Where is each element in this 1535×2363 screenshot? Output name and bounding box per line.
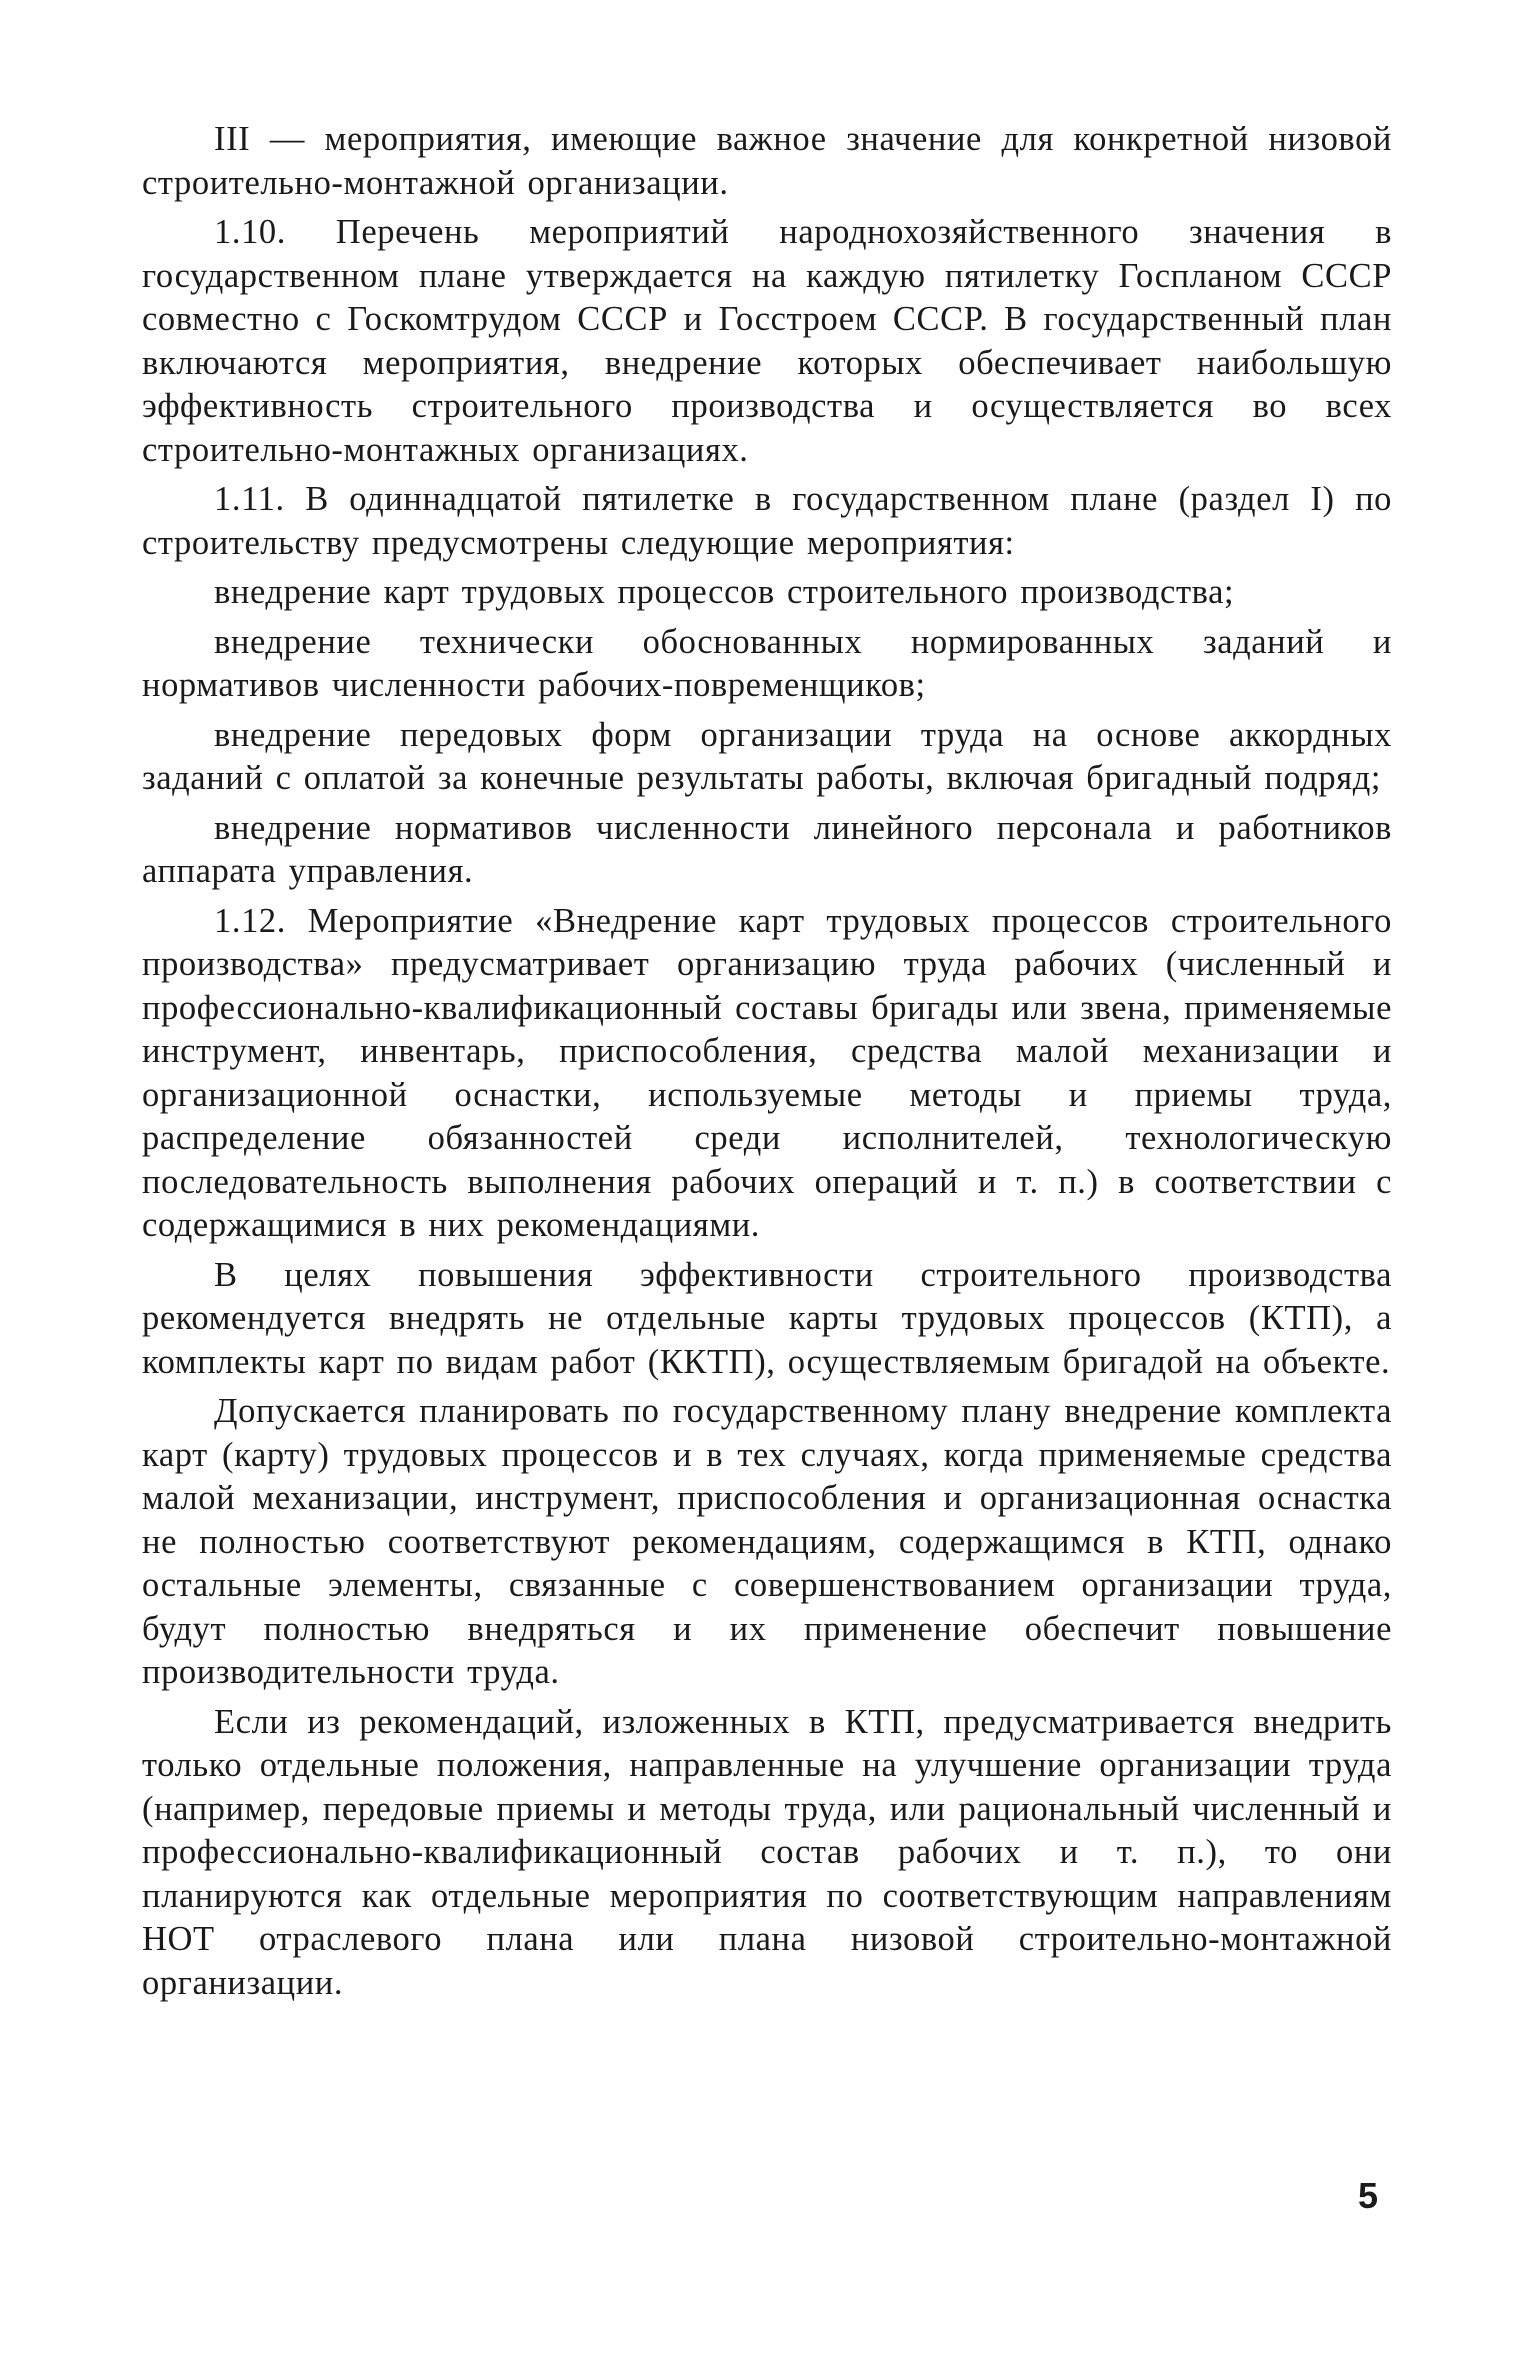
paragraph-category-iii: III — мероприятия, имеющие важное значение для конкретной низовой строительно-монтажной организации.: [142, 120, 1392, 202]
paragraph-1-11: 1.11. В одиннадцатой пятилетке в государственном плане (раздел I) по строительству предусмотрены следующие мероприятия:: [142, 480, 1392, 562]
list-item-staffing-norms: внедрение нормативов численности линейного персонала и работников аппарата управления.: [142, 808, 1392, 890]
list-item-labor-forms: внедрение передовых форм организации труда на основе аккордных заданий с оплатой за конечные результаты работы, включая бригадный подряд;: [142, 715, 1392, 797]
page-number: 5: [1358, 2175, 1379, 2216]
list-item-norm-tasks: внедрение технически обоснованных нормированных заданий и нормативов численности рабочих-повременщиков;: [142, 622, 1392, 704]
paragraph-allowed-planning: Допускается планировать по государственному плану внедрение комплекта карт (карту) трудовых процессов и в тех случаях, когда применяемые средства малой механизации, инструмент, приспособления и организационная оснастка не полностью соответствуют рекомендациям, содержащимся в КТП, однако остальные элементы, связанные с совершенствованием организации труда, будут полностью внедряться и их применение обеспечит повышение производительности труда.: [142, 1392, 1392, 1691]
list-item-ktp: внедрение карт трудовых процессов строительного производства;: [214, 573, 1235, 611]
paragraph-efficiency: В целях повышения эффективности строительного производства рекомендуется внедрять не отдельные карты трудовых процессов (КТП), а комплекты карт по видам работ (ККТП), осуществляемым бригадой на объекте.: [142, 1255, 1392, 1381]
document-body: [142, 118, 1392, 2011]
paragraph-1-10: 1.10. Перечень мероприятий народнохозяйственного значения в государственном плане утверждается на каждую пятилетку Госпланом СССР совместно с Госкомтрудом СССР и Госстроем СССР. В государственный план включаются мероприятия, внедрение которых обеспечивает наибольшую эффективность строительного производства и осуществляется во всех строительно-монтажных организациях.: [142, 213, 1392, 469]
paragraph-separate-measures: Если из рекомендаций, изложенных в КТП, предусматривается внедрить только отдельные положения, направленные на улучшение организации труда (например, передовые приемы и методы труда, или рациональный численный и профессионально-квалификационный состав рабочих и т. п.), то они планируются как отдельные мероприятия по соответствующим направлениям НОТ отраслевого плана или плана низовой строительно-монтажной организации.: [142, 1702, 1392, 2002]
paragraph-1-12: 1.12. Мероприятие «Внедрение карт трудовых процессов строительного производства» предусматривает организацию труда рабочих (численный и профессионально-квалификационный составы бригады или звена, применяемые инструмент, инвентарь, приспособления, средства малой механизации и организационной оснастки, используемые методы и приемы труда, распределение обязанностей среди исполнителей, технологическую последовательность выполнения рабочих операций и т. п.) в соответствии с содержащимися в них рекомендациями.: [142, 901, 1392, 1244]
